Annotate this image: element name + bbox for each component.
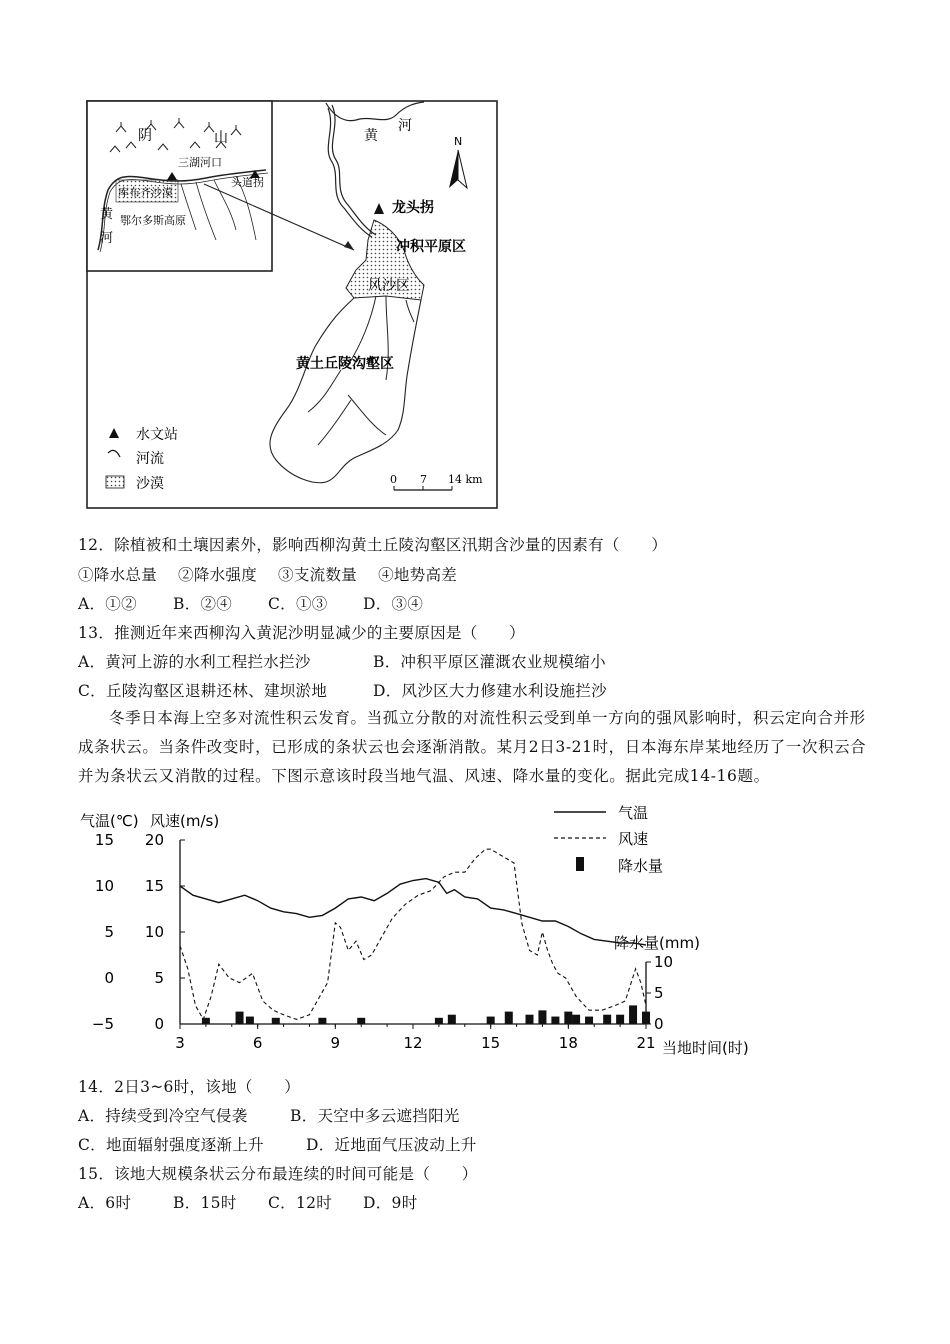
- scale-tick-0: 0: [390, 473, 397, 486]
- q12-option-d[interactable]: D．③④: [363, 595, 424, 613]
- wind-tick-label: 15: [144, 877, 164, 895]
- q14-stem: 14．2日3~6时，该地（ ）: [78, 1078, 301, 1096]
- precip-tick-label: 0: [654, 1015, 664, 1033]
- x-tick-label: 3: [175, 1034, 185, 1052]
- precip-tick-label: 5: [654, 984, 664, 1002]
- q13-option-b[interactable]: B．冲积平原区灌溉农业规模缩小: [373, 653, 606, 671]
- precip-bar: [616, 1015, 624, 1024]
- scale-bar: [390, 473, 483, 490]
- legend-precip: 降水量: [618, 857, 664, 875]
- precip-bar: [318, 1018, 326, 1024]
- axis-title-x: 当地时间(时): [662, 1039, 749, 1057]
- label-alluvial: 冲积平原区: [396, 239, 466, 255]
- river-label-top-2: 河: [398, 118, 412, 134]
- precip-bar: [246, 1017, 254, 1024]
- watershed-boundary: [270, 298, 421, 483]
- inset-toudao: 头道拐: [231, 176, 264, 189]
- q14-option-d[interactable]: D．近地面气压波动上升: [306, 1136, 477, 1154]
- q13-stem: 13．推测近年来西柳沟入黄泥沙明显减少的主要原因是（ ）: [78, 624, 525, 642]
- precip-bar: [357, 1018, 365, 1024]
- q13-options-row1: [78, 650, 606, 672]
- precip-bar: [585, 1017, 593, 1024]
- inset-shan: 山: [214, 130, 228, 146]
- x-tick-label: 12: [403, 1034, 423, 1052]
- precip-bar: [236, 1012, 244, 1024]
- x-tick-label: 6: [252, 1034, 263, 1052]
- legend-river: 河流: [136, 451, 164, 467]
- hydro-station-icon: [109, 428, 119, 438]
- q12-stem: 12．除植被和土壤因素外，影响西柳沟黄土丘陵沟壑区汛期含沙量的因素有（ ）: [78, 536, 668, 554]
- label-sand: 风沙区: [368, 278, 410, 294]
- q15-option-a[interactable]: A．6时: [78, 1194, 132, 1212]
- axis-title-precip: 降水量(mm): [614, 934, 700, 952]
- river-icon: [108, 450, 120, 457]
- precip-bar: [564, 1012, 572, 1024]
- inset-river-label: 河: [100, 231, 114, 246]
- temp-line: [180, 879, 646, 945]
- q14-option-c[interactable]: C．地面辐射强度逐渐上升: [78, 1136, 264, 1154]
- precip-bar: [538, 1010, 546, 1024]
- q13-option-c[interactable]: C．丘陵沟壑区退耕还林、建坝淤地: [78, 682, 328, 700]
- precip-tick-label: 10: [654, 953, 674, 971]
- axis-title-wind: 风速(m/s): [150, 812, 220, 830]
- inset-sanhu: 三湖河口: [178, 156, 222, 169]
- q15-option-c[interactable]: C．12时: [268, 1194, 333, 1212]
- wind-tick-label: 0: [154, 1015, 164, 1033]
- legend-precip-icon: [576, 857, 584, 871]
- temp-tick-label: 5: [104, 923, 114, 941]
- scale-tick-7: 7: [420, 473, 427, 486]
- precip-bar: [505, 1012, 513, 1024]
- precip-bar: [272, 1018, 280, 1024]
- legend-temp: 气温: [618, 804, 649, 822]
- legend-desert: 沙漠: [136, 476, 164, 492]
- precip-bar: [526, 1015, 534, 1024]
- x-tick-label: 18: [558, 1034, 578, 1052]
- scale-tick-14: 14 km: [448, 473, 483, 486]
- precip-bar: [448, 1015, 456, 1024]
- q12-options: [78, 592, 423, 614]
- q14-options-row1: [78, 1104, 460, 1126]
- temp-tick-label: 15: [94, 831, 114, 849]
- north-arrow-icon: [449, 150, 467, 188]
- x-tick-label: 15: [481, 1034, 501, 1052]
- q14-options-row2: [78, 1133, 477, 1155]
- axis-title-temp: 气温(℃): [80, 812, 139, 830]
- wind-tick-label: 10: [144, 923, 164, 941]
- legend-wind: 风速: [618, 830, 649, 848]
- q15-stem: 15．该地大规模条状云分布最连续的时间可能是（ ）: [78, 1165, 478, 1183]
- temp-tick-label: −5: [91, 1015, 114, 1033]
- q13-options-row2: [78, 679, 607, 701]
- map-legend: [106, 426, 178, 492]
- precip-bar: [435, 1018, 443, 1024]
- inset-kubuqi: 库布齐沙漠: [118, 186, 173, 199]
- wind-tick-label: 5: [154, 969, 164, 987]
- inset-yin: 阴: [138, 128, 152, 144]
- precip-bar: [487, 1017, 495, 1024]
- q13-option-d[interactable]: D．风沙区大力修建水利设施拦沙: [373, 682, 607, 700]
- desert-icon: [106, 476, 124, 488]
- q12-items: ①降水总量 ②降水强度 ③支流数量 ④地势高差: [78, 566, 458, 584]
- x-tick-label: 9: [330, 1034, 341, 1052]
- inset-ordos: 鄂尔多斯高原: [120, 214, 186, 227]
- q12-option-c[interactable]: C．①③: [268, 595, 328, 613]
- q13-option-a[interactable]: A．黄河上游的水利工程拦水拦沙: [78, 653, 311, 671]
- label-loess: 黄土丘陵沟壑区: [296, 356, 394, 372]
- precip-bar: [572, 1015, 580, 1024]
- precip-bar: [202, 1018, 210, 1024]
- q15-option-b[interactable]: B．15时: [173, 1194, 237, 1212]
- precip-bar: [642, 1012, 650, 1024]
- passage: 冬季日本海上空多对流性积云发育。当孤立分散的对流性积云受到单一方向的强风影响时，积云定向合并形成条状云。当条件改变时，已形成的条状云也会逐渐消散。某月2日3-21时，日本海东岸某地经历了一次积云合并为条状云又消散的过程。下图示意该时段当地气温、风速、降水量的变化。据此完成14-16题。: [78, 709, 867, 785]
- q12-option-b[interactable]: B．②④: [173, 595, 233, 613]
- north-label: N: [454, 135, 463, 148]
- x-tick-label: 21: [636, 1034, 656, 1052]
- precip-bar: [629, 1005, 637, 1024]
- q15-option-d[interactable]: D．9时: [363, 1194, 418, 1212]
- chart-legend: [554, 804, 663, 875]
- legend-hydro: 水文站: [136, 427, 178, 443]
- q15-options: [78, 1191, 418, 1213]
- temp-tick-label: 0: [104, 969, 114, 987]
- river-label-top-1: 黄: [364, 128, 378, 144]
- precip-bar: [551, 1017, 559, 1024]
- temp-tick-label: 10: [94, 877, 114, 895]
- q14-option-b[interactable]: B．天空中多云遮挡阳光: [290, 1107, 460, 1125]
- map-figure: [86, 100, 498, 510]
- hydro-station-icon: [374, 203, 384, 214]
- climate-chart: [76, 800, 796, 1062]
- q12-option-a[interactable]: A．①②: [78, 595, 137, 613]
- wind-line: [180, 849, 646, 1019]
- wind-tick-label: 20: [144, 831, 164, 849]
- label-longtouguai: 龙头拐: [392, 200, 434, 216]
- precip-bar: [603, 1015, 611, 1024]
- q14-option-a[interactable]: A．持续受到冷空气侵袭: [78, 1107, 248, 1125]
- inset-yellow: 黄: [100, 207, 114, 222]
